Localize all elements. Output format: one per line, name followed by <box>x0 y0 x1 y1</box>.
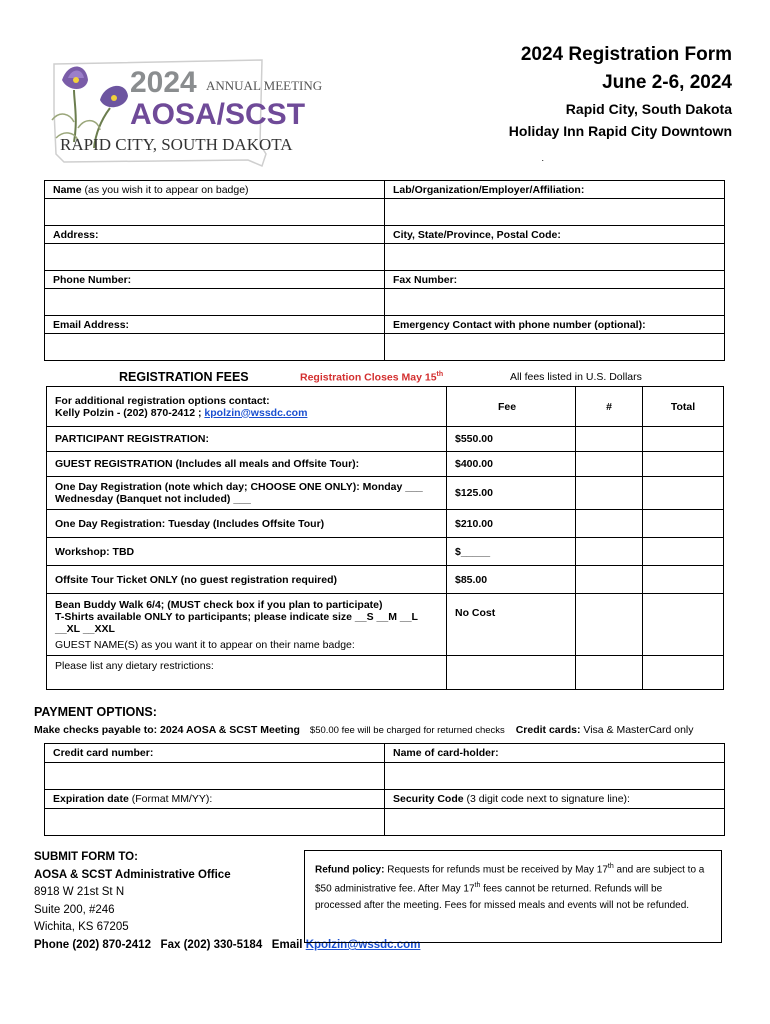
dietary-count-cell <box>576 656 643 690</box>
fee-row-desc: One Day Registration (note which day; CHOOSE ONE ONLY): Monday ___ Wednesday (Banquet not included) ___ <box>47 477 447 510</box>
fee-row-total-field[interactable] <box>643 477 724 510</box>
submit-email-link[interactable]: Kpolzin@wssdc.com <box>305 938 421 951</box>
meeting-city: Rapid City, South Dakota <box>565 101 732 117</box>
meeting-hotel: Holiday Inn Rapid City Downtown <box>508 123 732 139</box>
street-address: 8918 W 21st St N <box>34 886 125 899</box>
fee-row-total-field[interactable] <box>643 538 724 566</box>
logo-annual-meeting: ANNUAL MEETING <box>206 78 323 93</box>
fee-row <box>47 452 724 477</box>
fee-row-total-field[interactable] <box>643 452 724 477</box>
organization-field[interactable] <box>385 199 725 226</box>
payment-options-title: PAYMENT OPTIONS: <box>34 705 157 719</box>
submit-title: SUBMIT FORM TO: <box>34 851 138 863</box>
address-field[interactable] <box>45 244 385 271</box>
contact-info-table <box>44 180 725 361</box>
fee-row-amount: $85.00 <box>447 566 576 594</box>
dietary-total-cell <box>643 656 724 690</box>
dietary-fee-cell <box>447 656 576 690</box>
fee-row-total-field[interactable] <box>643 566 724 594</box>
fee-row-count-field[interactable] <box>576 427 643 452</box>
credit-card-label: Credit card number: <box>45 744 385 763</box>
count-column-header: # <box>576 387 643 427</box>
phone-label: Phone Number: <box>45 271 385 289</box>
fee-row-desc: GUEST REGISTRATION (Includes all meals and Offsite Tour): <box>47 452 447 477</box>
meeting-logo <box>34 50 323 170</box>
address-label: Address: <box>45 226 385 244</box>
registration-fees-table <box>46 386 724 690</box>
logo-location: RAPID CITY, SOUTH DAKOTA <box>60 135 293 154</box>
registration-fees-title: REGISTRATION FEES <box>119 370 249 384</box>
fax-field[interactable] <box>385 289 725 316</box>
fee-row-count-field[interactable] <box>576 594 643 656</box>
fee-row <box>47 427 724 452</box>
logo-year: 2024 <box>130 66 197 99</box>
expiration-field[interactable] <box>45 809 385 836</box>
dietary-label: Please list any dietary restrictions: <box>55 660 214 672</box>
guest-names-label: GUEST NAME(S) as you want it to appear on their name badge: <box>55 639 355 651</box>
fee-row-total-field[interactable] <box>643 510 724 538</box>
fee-row <box>47 477 724 510</box>
dietary-row <box>47 656 724 690</box>
dietary-restrictions-field[interactable] <box>47 656 447 690</box>
fee-row-count-field[interactable] <box>576 452 643 477</box>
refund-policy-box: Refund policy: Requests for refunds must be received by May 17th and are subject to a $50 administrative fee. After May 17th fees cannot be returned. Refunds will be processed after the meeting. Fees for missed meals and events will not be refunded. <box>304 850 722 943</box>
fee-row-desc: Offsite Tour Ticket ONLY (no guest registration required) <box>47 566 447 594</box>
email-label: Email Address: <box>45 316 385 334</box>
fee-row-desc: Workshop: TBD <box>47 538 447 566</box>
phone-fax-email: Phone (202) 870-2412 Fax (202) 330-5184 Email Kpolzin@wssdc.com <box>34 938 421 951</box>
contact-email-link[interactable]: kpolzin@wssdc.com <box>204 406 308 419</box>
fee-column-header: Fee <box>447 387 576 427</box>
organization-label: Lab/Organization/Employer/Affiliation: <box>385 181 725 199</box>
emergency-contact-field[interactable] <box>385 334 725 361</box>
fee-row-amount: No Cost <box>447 594 576 656</box>
currency-note: All fees listed in U.S. Dollars <box>510 371 642 383</box>
fee-row-count-field[interactable] <box>576 477 643 510</box>
security-code-label: Security Code (3 digit code next to signature line): <box>385 790 725 809</box>
credit-card-field[interactable] <box>45 763 385 790</box>
fee-row-amount: $_____ <box>447 538 576 566</box>
fee-row-count-field[interactable] <box>576 566 643 594</box>
fee-row-desc: PARTICIPANT REGISTRATION: <box>47 427 447 452</box>
payment-table <box>44 743 725 836</box>
name-label: Name (as you wish it to appear on badge) <box>45 181 385 199</box>
meeting-dates: June 2-6, 2024 <box>602 72 732 93</box>
fee-row <box>47 510 724 538</box>
phone-field[interactable] <box>45 289 385 316</box>
registration-contact-note: For additional registration options contact: Kelly Polzin - (202) 870-2412 ; kpolzin@wssdc.com <box>47 387 447 427</box>
fee-row-total-field[interactable] <box>643 594 724 656</box>
office-name: AOSA & SCST Administrative Office <box>34 868 231 881</box>
fee-row-count-field[interactable] <box>576 510 643 538</box>
registration-deadline: Registration Closes May 15th <box>300 371 444 384</box>
fee-row <box>47 538 724 566</box>
fee-row-amount: $400.00 <box>447 452 576 477</box>
security-code-field[interactable] <box>385 809 725 836</box>
fee-row <box>47 594 724 656</box>
fee-row-count-field[interactable] <box>576 538 643 566</box>
city-state-field[interactable] <box>385 244 725 271</box>
payment-terms: Make checks payable to: 2024 AOSA & SCST Meeting $50.00 fee will be charged for returned checks Credit cards: Visa & MasterCard only <box>34 724 694 736</box>
fax-label: Fax Number: <box>385 271 725 289</box>
form-title: 2024 Registration Form <box>520 44 732 65</box>
fee-row <box>47 566 724 594</box>
cardholder-label: Name of card-holder: <box>385 744 725 763</box>
fee-row-amount: $210.00 <box>447 510 576 538</box>
expiration-label: Expiration date (Format MM/YY): <box>45 790 385 809</box>
city-state-zip: Wichita, KS 67205 <box>34 921 129 934</box>
total-column-header: Total <box>643 387 724 427</box>
fee-row-desc: One Day Registration: Tuesday (Includes Offsite Tour) <box>47 510 447 538</box>
email-field[interactable] <box>45 334 385 361</box>
city-state-label: City, State/Province, Postal Code: <box>385 226 725 244</box>
fee-row-amount: $125.00 <box>447 477 576 510</box>
suite: Suite 200, #246 <box>34 903 115 916</box>
cardholder-field[interactable] <box>385 763 725 790</box>
fee-row-total-field[interactable] <box>643 427 724 452</box>
fee-row-amount: $550.00 <box>447 427 576 452</box>
name-field[interactable] <box>45 199 385 226</box>
emergency-contact-label: Emergency Contact with phone number (optional): <box>385 316 725 334</box>
header-dot: . <box>541 153 544 163</box>
logo-org: AOSA/SCST <box>130 98 306 131</box>
fee-row-desc: Bean Buddy Walk 6/4; (MUST check box if you plan to participate) T-Shirts available ONLY to participants; please indicate size __S __M __L __XL __XXL GUEST NAME(S) as you want it to appear on their name badge: <box>47 594 447 656</box>
